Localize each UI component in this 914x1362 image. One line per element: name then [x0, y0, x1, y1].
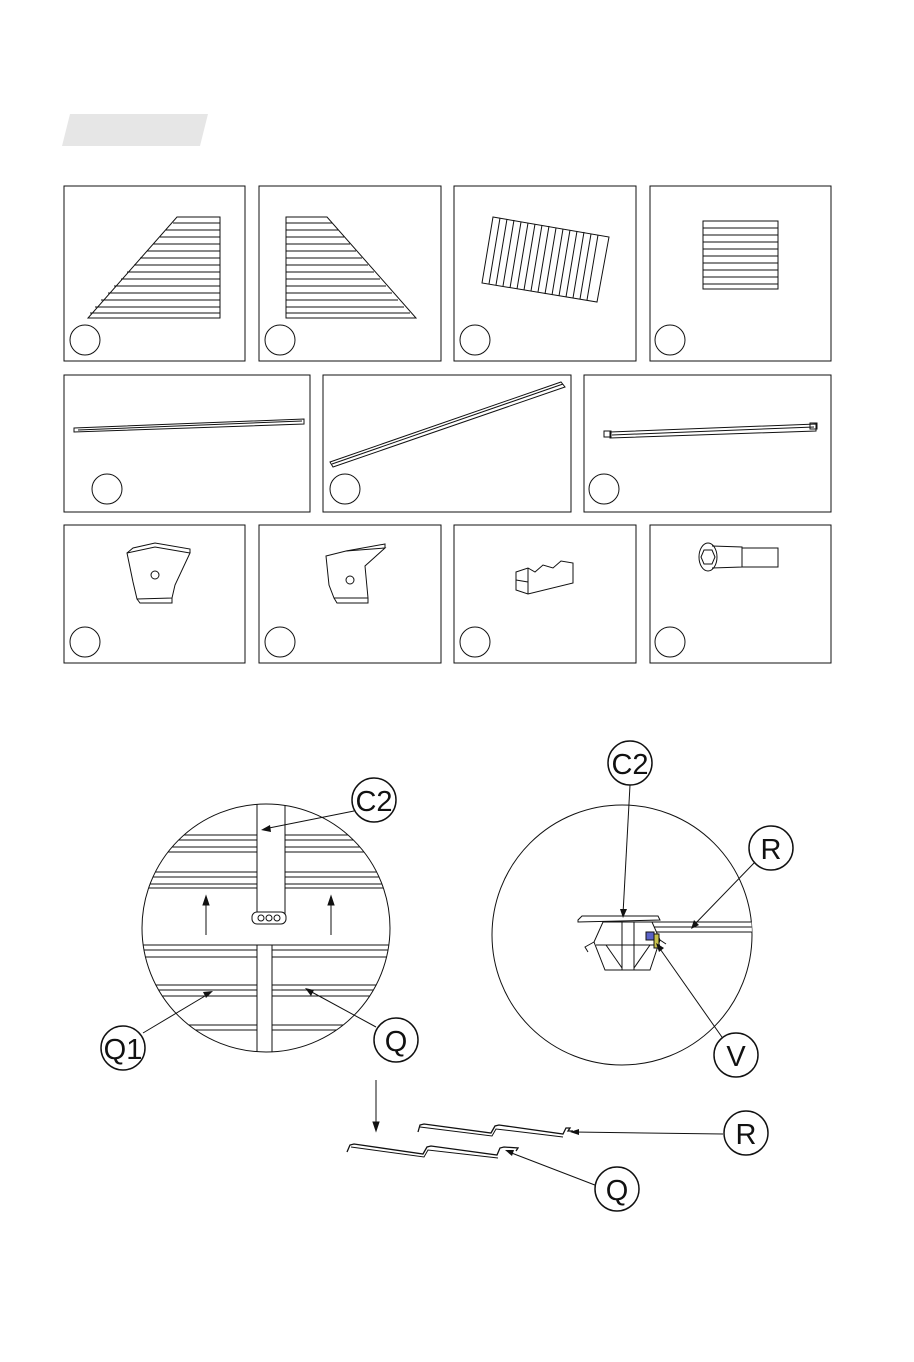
- part-number-circle: [265, 627, 295, 657]
- down-arrow-icon: [373, 1080, 379, 1131]
- pentagon-bracket-icon: [127, 543, 190, 603]
- part-number-circle: [70, 627, 100, 657]
- profile-bar-with-end-caps-icon: [604, 423, 817, 438]
- svg-text:R: R: [760, 834, 782, 866]
- part-number-circle: [460, 325, 490, 355]
- part-number-circle: [655, 325, 685, 355]
- part-number-circle: [330, 474, 360, 504]
- svg-text:Q: Q: [605, 1175, 629, 1207]
- svg-text:R: R: [735, 1119, 757, 1151]
- part-number-circle: [460, 627, 490, 657]
- part-box-capped-profile: [584, 375, 831, 512]
- svg-text:Q1: Q1: [103, 1034, 143, 1066]
- profile-detail-view: [347, 1080, 768, 1211]
- slanted-panel-icon: [482, 217, 609, 302]
- callout-r-right: [749, 826, 793, 870]
- svg-text:C2: C2: [355, 786, 393, 818]
- callout-r-profile: [724, 1111, 768, 1155]
- svg-text:V: V: [726, 1041, 746, 1073]
- part-number-circle: [92, 474, 122, 504]
- part-number-circle: [589, 474, 619, 504]
- part-number-circle: [70, 325, 100, 355]
- callout-c2-left: [352, 778, 396, 822]
- part-box-angle-bracket: [259, 525, 441, 663]
- angle-bracket-icon: [326, 544, 385, 603]
- diagonal-profile-bar-icon: [330, 382, 565, 467]
- callout-v: [714, 1033, 758, 1077]
- header-tab: [62, 114, 208, 146]
- up-arrow-icon: [203, 896, 209, 935]
- part-box-notched-block: [454, 525, 636, 663]
- part-box-square-panel: [650, 186, 831, 361]
- trapezoid-panel-left-icon: [88, 217, 220, 318]
- long-profile-bar-icon: [74, 419, 304, 432]
- svg-text:C2: C2: [611, 749, 649, 781]
- right-detail-view: [492, 741, 793, 1077]
- part-box-trapezoid-right: [259, 186, 441, 361]
- callout-q1: [101, 1026, 145, 1070]
- part-box-long-profile: [64, 375, 310, 512]
- part-number-circle: [265, 325, 295, 355]
- svg-text:Q: Q: [384, 1026, 408, 1058]
- part-box-slanted-panel: [454, 186, 636, 361]
- part-box-diagonal-profile: [323, 375, 571, 512]
- callout-c2-right: [608, 741, 652, 785]
- square-panel-icon: [703, 221, 778, 289]
- part-number-circle: [655, 627, 685, 657]
- part-box-bolt: [650, 525, 831, 663]
- up-arrow-icon: [328, 896, 334, 935]
- left-detail-view: [101, 778, 418, 1070]
- trapezoid-panel-right-icon: [286, 217, 416, 318]
- part-box-pentagon-bracket: [64, 525, 245, 663]
- callout-q-profile: [595, 1167, 639, 1211]
- callout-q-left: [374, 1018, 418, 1062]
- part-box-trapezoid-left: [64, 186, 245, 361]
- bolt-icon: [699, 543, 778, 571]
- notched-block-icon: [516, 561, 573, 594]
